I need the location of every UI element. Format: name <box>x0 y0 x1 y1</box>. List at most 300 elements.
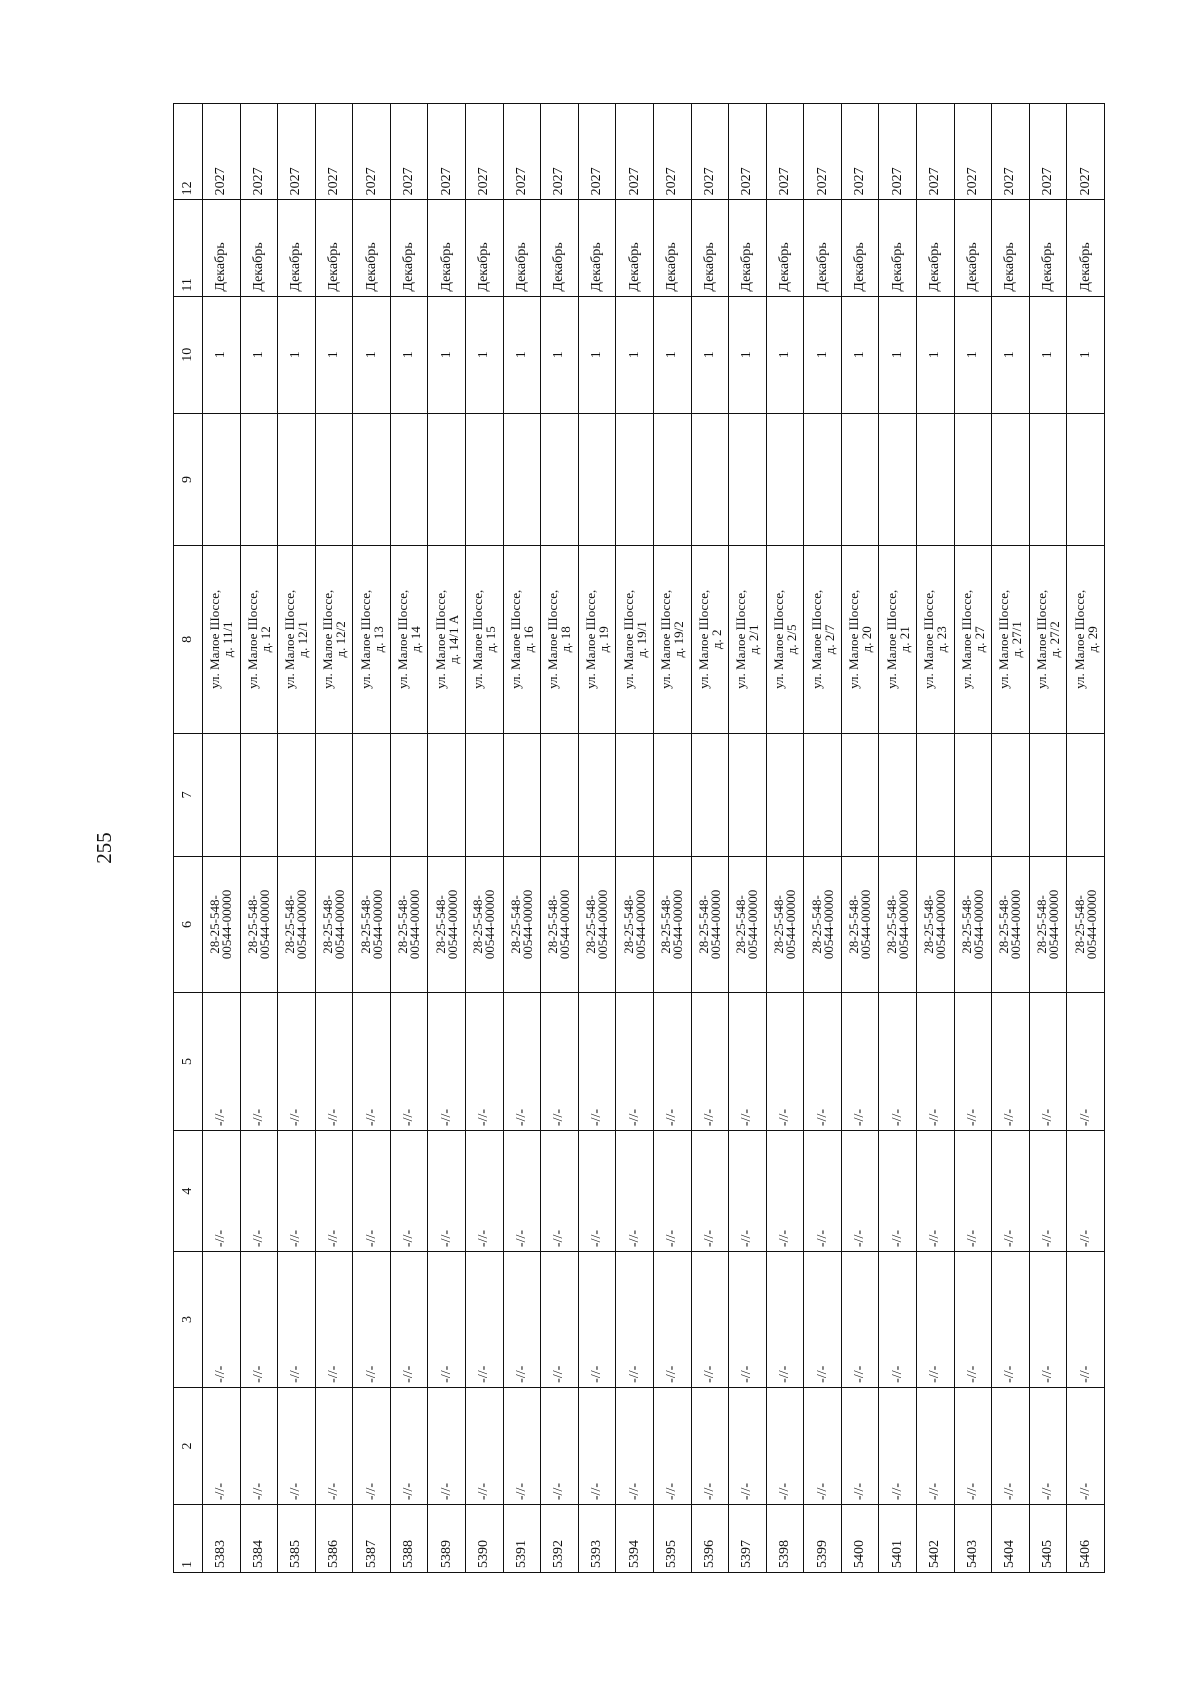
row-number-cell <box>691 1505 729 1573</box>
ditto-cell <box>390 992 428 1130</box>
empty-cell-7 <box>954 733 992 856</box>
count-cell-text: 1 <box>739 351 755 359</box>
ditto-cell-text: -//- <box>964 1229 980 1248</box>
code-cell-text: 28-25-548- <box>921 895 937 954</box>
row-number-cell <box>315 1505 353 1573</box>
year-cell <box>466 104 504 200</box>
ditto-cell-text: -//- <box>513 1229 529 1248</box>
column-header-2: 2 <box>174 1387 203 1504</box>
ditto-cell <box>390 1387 428 1504</box>
year-cell-text: 2027 <box>476 167 492 196</box>
ditto-cell-text: -//- <box>626 1365 642 1383</box>
address-cell-text: ул. Малое Шоссе, <box>958 589 974 689</box>
address-cell-text: д. 19 <box>596 626 612 653</box>
ditto-cell-text: -//- <box>1077 1365 1093 1383</box>
ditto-cell-text: -//- <box>701 1365 717 1383</box>
ditto-cell <box>240 1131 278 1252</box>
ditto-cell-text: -//- <box>476 1483 492 1501</box>
row-number-cell <box>240 1505 278 1573</box>
month-cell <box>841 200 879 296</box>
month-cell-text: Декабрь <box>852 242 868 292</box>
count-cell-text: 1 <box>288 351 304 359</box>
ditto-cell <box>1067 992 1105 1130</box>
code-cell-text: 28-25-548- <box>808 895 824 954</box>
count-cell <box>1067 296 1105 413</box>
code-cell-text: 28-25-548- <box>770 895 786 954</box>
address-cell-text: ул. Малое Шоссе, <box>658 589 674 689</box>
empty-cell-9 <box>616 413 654 545</box>
row-number-cell-text: 5400 <box>852 1540 868 1568</box>
ditto-cell-text: -//- <box>664 1483 680 1501</box>
ditto-cell-text: -//- <box>1040 1483 1055 1501</box>
year-cell-text: 2027 <box>363 167 379 196</box>
code-cell <box>616 857 654 993</box>
count-cell-text: 1 <box>476 351 492 359</box>
table-wrapper <box>173 103 1105 1573</box>
address-cell-text: ул. Малое Шоссе, <box>846 589 862 689</box>
month-cell <box>691 200 729 296</box>
month-cell-text: Декабрь <box>476 242 492 292</box>
header-row <box>174 104 203 1573</box>
ditto-cell-text: -//- <box>513 1365 529 1383</box>
ditto-cell-text: -//- <box>476 1365 492 1383</box>
month-cell <box>353 200 391 296</box>
address-cell-text: д. 12 <box>257 626 273 653</box>
address-cell-text: д. 2 <box>708 629 724 650</box>
row-number-cell-text: 5395 <box>664 1540 680 1568</box>
ditto-cell-text: -//- <box>438 1483 454 1501</box>
empty-cell-9 <box>578 413 616 545</box>
row-number-cell-text: 5403 <box>964 1540 980 1568</box>
count-cell <box>353 296 391 413</box>
code-cell-text: 00544-00000 <box>557 889 573 960</box>
code-cell-text: 00544-00000 <box>256 889 272 960</box>
ditto-cell <box>578 992 616 1130</box>
address-cell <box>691 546 729 734</box>
ditto-cell <box>992 1131 1030 1252</box>
count-cell-text: 1 <box>964 351 980 359</box>
ditto-cell-text: -//- <box>964 1365 980 1383</box>
ditto-cell-text: -//- <box>814 1108 830 1127</box>
ditto-cell-text: -//- <box>626 1229 642 1248</box>
address-cell-text: д. 14/1 А <box>445 614 461 664</box>
address-cell-text: д. 23 <box>934 626 950 653</box>
code-cell-text: 00544-00000 <box>782 889 798 960</box>
column-header-12: 12 <box>174 104 203 200</box>
year-cell-text: 2027 <box>852 167 868 196</box>
month-cell-text: Декабрь <box>889 242 905 292</box>
ditto-cell <box>353 1387 391 1504</box>
row-number-cell-text: 5401 <box>889 1540 905 1568</box>
table-row <box>503 104 541 1573</box>
month-cell <box>503 200 541 296</box>
code-cell-text: 28-25-548- <box>432 895 448 954</box>
ditto-cell <box>240 1387 278 1504</box>
ditto-cell-text: -//- <box>363 1365 379 1383</box>
count-cell <box>916 296 954 413</box>
code-cell <box>766 857 804 993</box>
month-cell <box>203 200 241 296</box>
month-cell-text: Декабрь <box>1077 242 1093 292</box>
table-row <box>616 104 654 1573</box>
empty-cell-9 <box>315 413 353 545</box>
ditto-cell-text: -//- <box>664 1108 680 1127</box>
ditto-cell <box>428 1252 466 1388</box>
year-cell <box>653 104 691 200</box>
code-cell-text: 28-25-548- <box>996 895 1012 954</box>
year-cell-text: 2027 <box>513 167 529 196</box>
ditto-cell-text: -//- <box>363 1483 379 1501</box>
year-cell <box>240 104 278 200</box>
year-cell <box>203 104 241 200</box>
address-cell-text: ул. Малое Шоссе, <box>282 589 298 689</box>
ditto-cell <box>240 992 278 1130</box>
month-cell-text: Декабрь <box>927 242 943 292</box>
ditto-cell <box>653 1131 691 1252</box>
ditto-cell-text: -//- <box>664 1365 680 1383</box>
ditto-cell-text: -//- <box>250 1365 266 1383</box>
ditto-cell <box>278 1131 316 1252</box>
month-cell-text: Декабрь <box>438 242 454 292</box>
table-row <box>466 104 504 1573</box>
row-number-cell <box>616 1505 654 1573</box>
address-cell-text: ул. Малое Шоссе, <box>507 589 523 689</box>
empty-cell-9 <box>1029 413 1067 545</box>
empty-cell-9 <box>729 413 767 545</box>
year-cell <box>278 104 316 200</box>
month-cell-text: Декабрь <box>589 242 605 292</box>
address-cell-text: ул. Малое Шоссе, <box>244 589 260 689</box>
year-cell-text: 2027 <box>739 167 755 196</box>
month-cell <box>428 200 466 296</box>
address-cell <box>879 546 917 734</box>
ditto-cell <box>766 992 804 1130</box>
empty-cell-7 <box>390 733 428 856</box>
code-cell <box>541 857 579 993</box>
column-header-9: 9 <box>174 413 203 545</box>
code-cell-text: 00544-00000 <box>369 889 385 960</box>
ditto-cell-text: -//- <box>288 1365 304 1383</box>
ditto-cell <box>541 992 579 1130</box>
code-cell-text: 28-25-548- <box>357 895 373 954</box>
ditto-cell-text: -//- <box>438 1365 454 1383</box>
ditto-cell-text: -//- <box>852 1483 868 1501</box>
ditto-cell <box>616 992 654 1130</box>
ditto-cell <box>729 992 767 1130</box>
ditto-cell <box>1067 1131 1105 1252</box>
code-cell <box>503 857 541 993</box>
ditto-cell-text: -//- <box>250 1483 266 1501</box>
year-cell <box>1029 104 1067 200</box>
table-body <box>203 104 1105 1573</box>
empty-cell-9 <box>992 413 1030 545</box>
empty-cell-7 <box>278 733 316 856</box>
count-cell <box>240 296 278 413</box>
empty-cell-9 <box>353 413 391 545</box>
month-cell <box>278 200 316 296</box>
ditto-cell-text: -//- <box>589 1229 605 1248</box>
ditto-cell <box>616 1252 654 1388</box>
ditto-cell <box>503 1131 541 1252</box>
code-cell <box>992 857 1030 993</box>
address-cell-text: д. 18 <box>558 626 574 653</box>
ditto-cell-text: -//- <box>889 1229 905 1248</box>
address-cell-text: д. 2/5 <box>783 624 799 655</box>
code-cell <box>203 857 241 993</box>
empty-cell-7 <box>578 733 616 856</box>
year-cell <box>766 104 804 200</box>
code-cell-text: 00544-00000 <box>1083 889 1099 960</box>
count-cell-text: 1 <box>401 351 417 359</box>
ditto-cell <box>240 1252 278 1388</box>
code-cell <box>353 857 391 993</box>
year-cell-text: 2027 <box>664 167 680 196</box>
year-cell-text: 2027 <box>927 167 943 196</box>
address-cell <box>653 546 691 734</box>
ditto-cell <box>804 1131 842 1252</box>
month-cell-text: Декабрь <box>1040 242 1055 292</box>
year-cell <box>541 104 579 200</box>
ditto-cell <box>1029 1131 1067 1252</box>
month-cell-text: Декабрь <box>213 242 229 292</box>
address-cell <box>804 546 842 734</box>
ditto-cell-text: -//- <box>213 1365 229 1383</box>
code-cell <box>278 857 316 993</box>
ditto-cell-text: -//- <box>551 1229 567 1248</box>
ditto-cell <box>1067 1387 1105 1504</box>
count-cell-text: 1 <box>1077 351 1093 359</box>
year-cell <box>428 104 466 200</box>
code-cell-text: 28-25-548- <box>470 895 486 954</box>
table-row <box>992 104 1030 1573</box>
ditto-cell <box>691 1387 729 1504</box>
count-cell <box>804 296 842 413</box>
address-cell-text: ул. Малое Шоссе, <box>357 589 373 689</box>
ditto-cell-text: -//- <box>401 1229 417 1248</box>
row-number-cell <box>353 1505 391 1573</box>
code-cell <box>804 857 842 993</box>
address-cell <box>315 546 353 734</box>
count-cell-text: 1 <box>814 351 830 359</box>
empty-cell-9 <box>466 413 504 545</box>
column-header-1: 1 <box>174 1505 203 1573</box>
address-cell-text: ул. Малое Шоссе, <box>883 589 899 689</box>
ditto-cell-text: -//- <box>1040 1229 1055 1248</box>
row-number-cell-text: 5383 <box>213 1540 229 1568</box>
code-cell <box>1029 857 1067 993</box>
code-cell-text: 00544-00000 <box>595 889 611 960</box>
month-cell-text: Декабрь <box>363 242 379 292</box>
row-number-cell-text: 5384 <box>250 1540 266 1568</box>
ditto-cell-text: -//- <box>288 1229 304 1248</box>
count-cell <box>428 296 466 413</box>
year-cell-text: 2027 <box>438 167 454 196</box>
address-cell-text: ул. Малое Шоссе, <box>733 589 749 689</box>
ditto-cell-text: -//- <box>776 1365 792 1383</box>
address-cell-text: ул. Малое Шоссе, <box>1071 589 1087 689</box>
table-row <box>578 104 616 1573</box>
empty-cell-7 <box>841 733 879 856</box>
address-cell-text: д. 27/2 <box>1047 621 1062 658</box>
row-number-cell <box>466 1505 504 1573</box>
code-cell-text: 00544-00000 <box>858 889 874 960</box>
column-header-11: 11 <box>174 200 203 296</box>
address-cell-text: ул. Малое Шоссе, <box>583 589 599 689</box>
month-cell <box>766 200 804 296</box>
ditto-cell-text: -//- <box>326 1108 342 1127</box>
ditto-cell-text: -//- <box>852 1365 868 1383</box>
ditto-cell-text: -//- <box>476 1229 492 1248</box>
ditto-cell <box>616 1131 654 1252</box>
row-number-cell-text: 5390 <box>476 1540 492 1568</box>
ditto-cell <box>841 1252 879 1388</box>
row-number-cell <box>916 1505 954 1573</box>
code-cell-text: 00544-00000 <box>294 889 310 960</box>
table-row <box>916 104 954 1573</box>
count-cell <box>841 296 879 413</box>
ditto-cell <box>390 1252 428 1388</box>
count-cell-text: 1 <box>213 351 229 359</box>
column-header-3: 3 <box>174 1252 203 1388</box>
address-cell-text: ул. Малое Шоссе, <box>320 589 336 689</box>
address-cell <box>616 546 654 734</box>
month-cell <box>992 200 1030 296</box>
address-cell <box>541 546 579 734</box>
ditto-cell-text: -//- <box>776 1229 792 1248</box>
ditto-cell-text: -//- <box>814 1365 830 1383</box>
table-row <box>879 104 917 1573</box>
year-cell-text: 2027 <box>964 167 980 196</box>
ditto-cell <box>203 992 241 1130</box>
row-number-cell-text: 5402 <box>927 1540 943 1568</box>
code-cell <box>240 857 278 993</box>
ditto-cell <box>353 992 391 1130</box>
count-cell <box>616 296 654 413</box>
ditto-cell <box>1067 1252 1105 1388</box>
ditto-cell-text: -//- <box>1040 1108 1055 1127</box>
ditto-cell <box>729 1131 767 1252</box>
ditto-cell <box>804 1252 842 1388</box>
empty-cell-7 <box>466 733 504 856</box>
code-cell-text: 28-25-548- <box>244 895 260 954</box>
count-cell <box>390 296 428 413</box>
year-cell <box>954 104 992 200</box>
row-number-cell-text: 5386 <box>326 1540 342 1568</box>
code-cell-text: 28-25-548- <box>695 895 711 954</box>
year-cell <box>616 104 654 200</box>
ditto-cell-text: -//- <box>401 1365 417 1383</box>
ditto-cell <box>841 1131 879 1252</box>
row-number-cell-text: 5387 <box>363 1540 379 1568</box>
ditto-cell-text: -//- <box>513 1108 529 1127</box>
ditto-cell <box>1029 1252 1067 1388</box>
ditto-cell <box>315 1252 353 1388</box>
year-cell-text: 2027 <box>551 167 567 196</box>
year-cell-text: 2027 <box>626 167 642 196</box>
ditto-cell <box>992 992 1030 1130</box>
month-cell-text: Декабрь <box>401 242 417 292</box>
empty-cell-9 <box>954 413 992 545</box>
empty-cell-9 <box>653 413 691 545</box>
code-cell <box>466 857 504 993</box>
empty-cell-7 <box>353 733 391 856</box>
ditto-cell <box>466 992 504 1130</box>
ditto-cell-text: -//- <box>513 1483 529 1501</box>
ditto-cell-text: -//- <box>401 1108 417 1127</box>
empty-cell-7 <box>691 733 729 856</box>
month-cell <box>616 200 654 296</box>
month-cell <box>653 200 691 296</box>
row-number-cell-text: 5406 <box>1077 1540 1093 1568</box>
empty-cell-9 <box>428 413 466 545</box>
ditto-cell <box>466 1387 504 1504</box>
month-cell <box>1067 200 1105 296</box>
code-cell <box>916 857 954 993</box>
code-cell-text: 00544-00000 <box>1008 889 1024 960</box>
empty-cell-9 <box>541 413 579 545</box>
ditto-cell <box>353 1131 391 1252</box>
row-number-cell <box>804 1505 842 1573</box>
table-row <box>766 104 804 1573</box>
empty-cell-7 <box>1067 733 1105 856</box>
empty-cell-7 <box>240 733 278 856</box>
table-row <box>278 104 316 1573</box>
address-cell <box>466 546 504 734</box>
count-cell-text: 1 <box>438 351 454 359</box>
ditto-cell <box>841 1387 879 1504</box>
table-row <box>804 104 842 1573</box>
code-cell-text: 00544-00000 <box>407 889 423 960</box>
code-cell-text: 00544-00000 <box>745 889 761 960</box>
empty-cell-7 <box>315 733 353 856</box>
ditto-cell-text: -//- <box>213 1108 229 1127</box>
address-cell-text: д. 14 <box>408 626 424 653</box>
ditto-cell <box>992 1387 1030 1504</box>
count-cell <box>466 296 504 413</box>
address-cell-text: д. 27/1 <box>1009 621 1025 658</box>
ditto-cell <box>541 1131 579 1252</box>
month-cell-text: Декабрь <box>513 242 529 292</box>
ditto-cell-text: -//- <box>363 1229 379 1248</box>
empty-cell-7 <box>992 733 1030 856</box>
empty-cell-7 <box>428 733 466 856</box>
ditto-cell-text: -//- <box>589 1108 605 1127</box>
ditto-cell <box>278 1387 316 1504</box>
count-cell-text: 1 <box>589 351 605 359</box>
month-cell-text: Декабрь <box>288 242 304 292</box>
row-number-cell-text: 5394 <box>626 1540 642 1568</box>
address-cell-text: ул. Малое Шоссе, <box>808 589 824 689</box>
row-number-cell-text: 5399 <box>814 1540 830 1568</box>
table-row <box>390 104 428 1573</box>
ditto-cell-text: -//- <box>964 1483 980 1501</box>
ditto-cell <box>691 1252 729 1388</box>
ditto-cell-text: -//- <box>739 1108 755 1127</box>
row-number-cell <box>1029 1505 1067 1573</box>
empty-cell-7 <box>766 733 804 856</box>
row-number-cell <box>503 1505 541 1573</box>
code-cell-text: 00544-00000 <box>332 889 348 960</box>
code-cell <box>729 857 767 993</box>
code-cell-text: 28-25-548- <box>282 895 298 954</box>
address-cell <box>1067 546 1105 734</box>
code-cell-text: 00544-00000 <box>1046 889 1061 960</box>
row-number-cell-text: 5388 <box>401 1540 417 1568</box>
address-cell-text: д. 19/1 <box>633 621 649 658</box>
ditto-cell <box>1029 1387 1067 1504</box>
row-number-cell <box>841 1505 879 1573</box>
code-cell-text: 28-25-548- <box>545 895 561 954</box>
